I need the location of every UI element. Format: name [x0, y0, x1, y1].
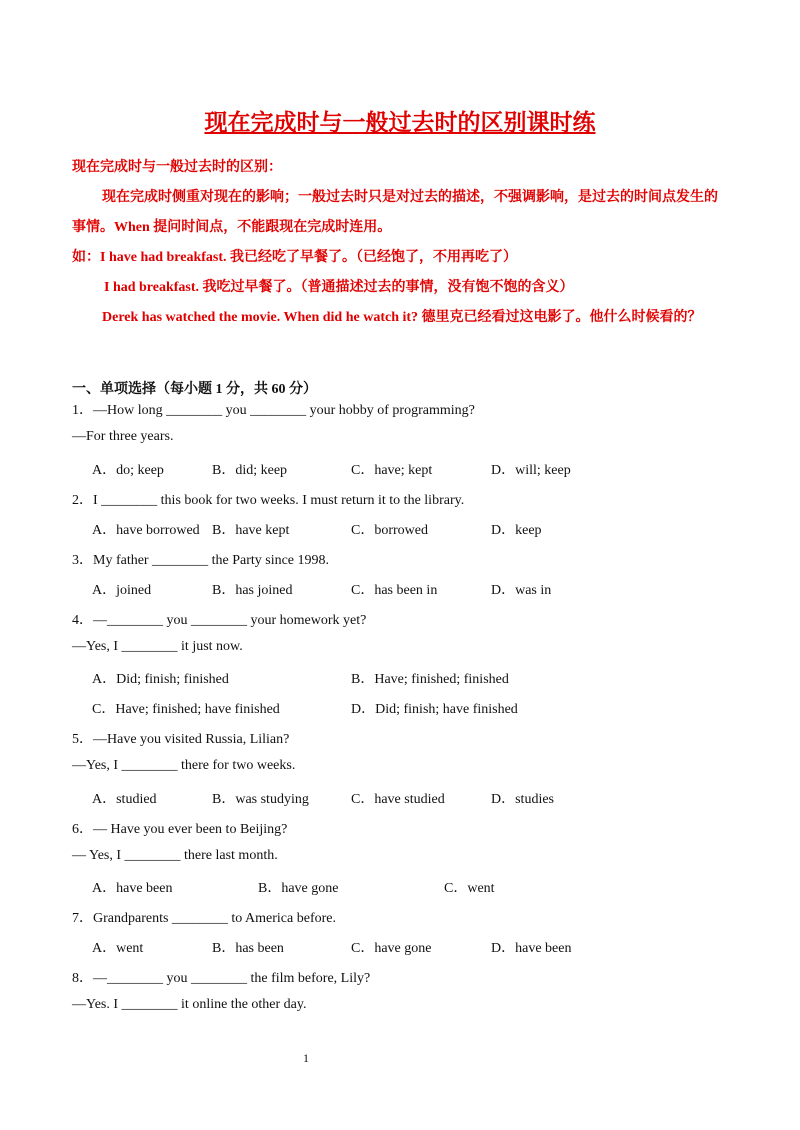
question-4-option-d[interactable]: D．Did; finish; have finished — [351, 702, 518, 717]
question-4-option-a[interactable]: A．Did; finish; finished — [92, 672, 229, 687]
question-8-answer-line: —Yes. I ________ it online the other day. — [72, 997, 307, 1012]
question-7-stem: 7．Grandparents ________ to America before. — [72, 911, 336, 926]
question-5-stem: 5．—Have you visited Russia, Lilian? — [72, 732, 290, 747]
question-2-option-d[interactable]: D．keep — [491, 523, 542, 538]
question-2-option-a[interactable]: A．have borrowed — [92, 523, 200, 538]
question-2-option-b[interactable]: B．have kept — [212, 523, 290, 538]
question-5-option-b[interactable]: B．was studying — [212, 792, 309, 807]
intro-heading: 现在完成时与一般过去时的区别： — [72, 160, 282, 175]
question-7-option-a[interactable]: A．went — [92, 941, 144, 956]
question-2-option-c[interactable]: C．borrowed — [351, 523, 428, 538]
intro-paragraph: 现在完成时侧重对现在的影响；一般过去时只是对过去的描述，不强调影响，是过去的时间点发生的 — [102, 190, 718, 205]
question-3-option-c[interactable]: C．has been in — [351, 583, 438, 598]
question-3-option-a[interactable]: A．joined — [92, 583, 152, 598]
question-2-stem: 2．I ________ this book for two weeks. I must return it to the library. — [72, 493, 465, 508]
page-title: 现在完成时与一般过去时的区别课时练 — [204, 110, 596, 135]
question-3-option-d[interactable]: D．was in — [491, 583, 552, 598]
example-3: Derek has watched the movie. When did he watch it? 德里克已经看过这电影了。他什么时候看的？ — [102, 310, 702, 325]
question-4-option-c[interactable]: C．Have; finished; have finished — [92, 702, 280, 717]
question-1-stem: 1．—How long ________ you ________ your hobby of programming? — [72, 403, 475, 418]
question-3-option-b[interactable]: B．has joined — [212, 583, 293, 598]
question-4-answer-line: —Yes, I ________ it just now. — [72, 639, 243, 654]
question-4-stem: 4．—________ you ________ your homework yet? — [72, 613, 367, 628]
intro-paragraph-cont: 事情。When 提问时间点，不能跟现在完成时连用。 — [72, 220, 392, 235]
example-2: I had breakfast. 我吃过早餐了。（普通描述过去的事情，没有饱不饱的含义） — [104, 280, 574, 295]
question-6-option-b[interactable]: B．have gone — [258, 881, 339, 896]
page-number: 1 — [303, 1051, 309, 1065]
question-6-stem: 6．— Have you ever been to Beijing? — [72, 822, 288, 837]
question-4-option-b[interactable]: B．Have; finished; finished — [351, 672, 509, 687]
section-title: 一、单项选择（每小题 1 分，共 60 分） — [72, 382, 317, 397]
question-8-stem: 8．—________ you ________ the film before, Lily? — [72, 971, 371, 986]
question-5-answer-line: —Yes, I ________ there for two weeks. — [72, 758, 296, 773]
question-6-option-a[interactable]: A．have been — [92, 881, 173, 896]
question-6-answer-line: — Yes, I ________ there last month. — [72, 848, 278, 863]
question-1-option-b[interactable]: B．did; keep — [212, 463, 288, 478]
question-1-option-a[interactable]: A．do; keep — [92, 463, 164, 478]
question-1-option-c[interactable]: C．have; kept — [351, 463, 433, 478]
question-7-option-b[interactable]: B．has been — [212, 941, 284, 956]
question-5-option-a[interactable]: A．studied — [92, 792, 157, 807]
question-1-option-d[interactable]: D．will; keep — [491, 463, 571, 478]
question-3-stem: 3．My father ________ the Party since 1998. — [72, 553, 330, 568]
example-1: 如：I have had breakfast. 我已经吃了早餐了。（已经饱了，不用再吃了） — [72, 250, 518, 265]
question-5-option-d[interactable]: D．studies — [491, 792, 554, 807]
question-6-option-c[interactable]: C．went — [444, 881, 495, 896]
question-7-option-d[interactable]: D．have been — [491, 941, 572, 956]
question-1-answer-line: —For three years. — [72, 429, 174, 444]
question-7-option-c[interactable]: C．have gone — [351, 941, 432, 956]
question-5-option-c[interactable]: C．have studied — [351, 792, 445, 807]
